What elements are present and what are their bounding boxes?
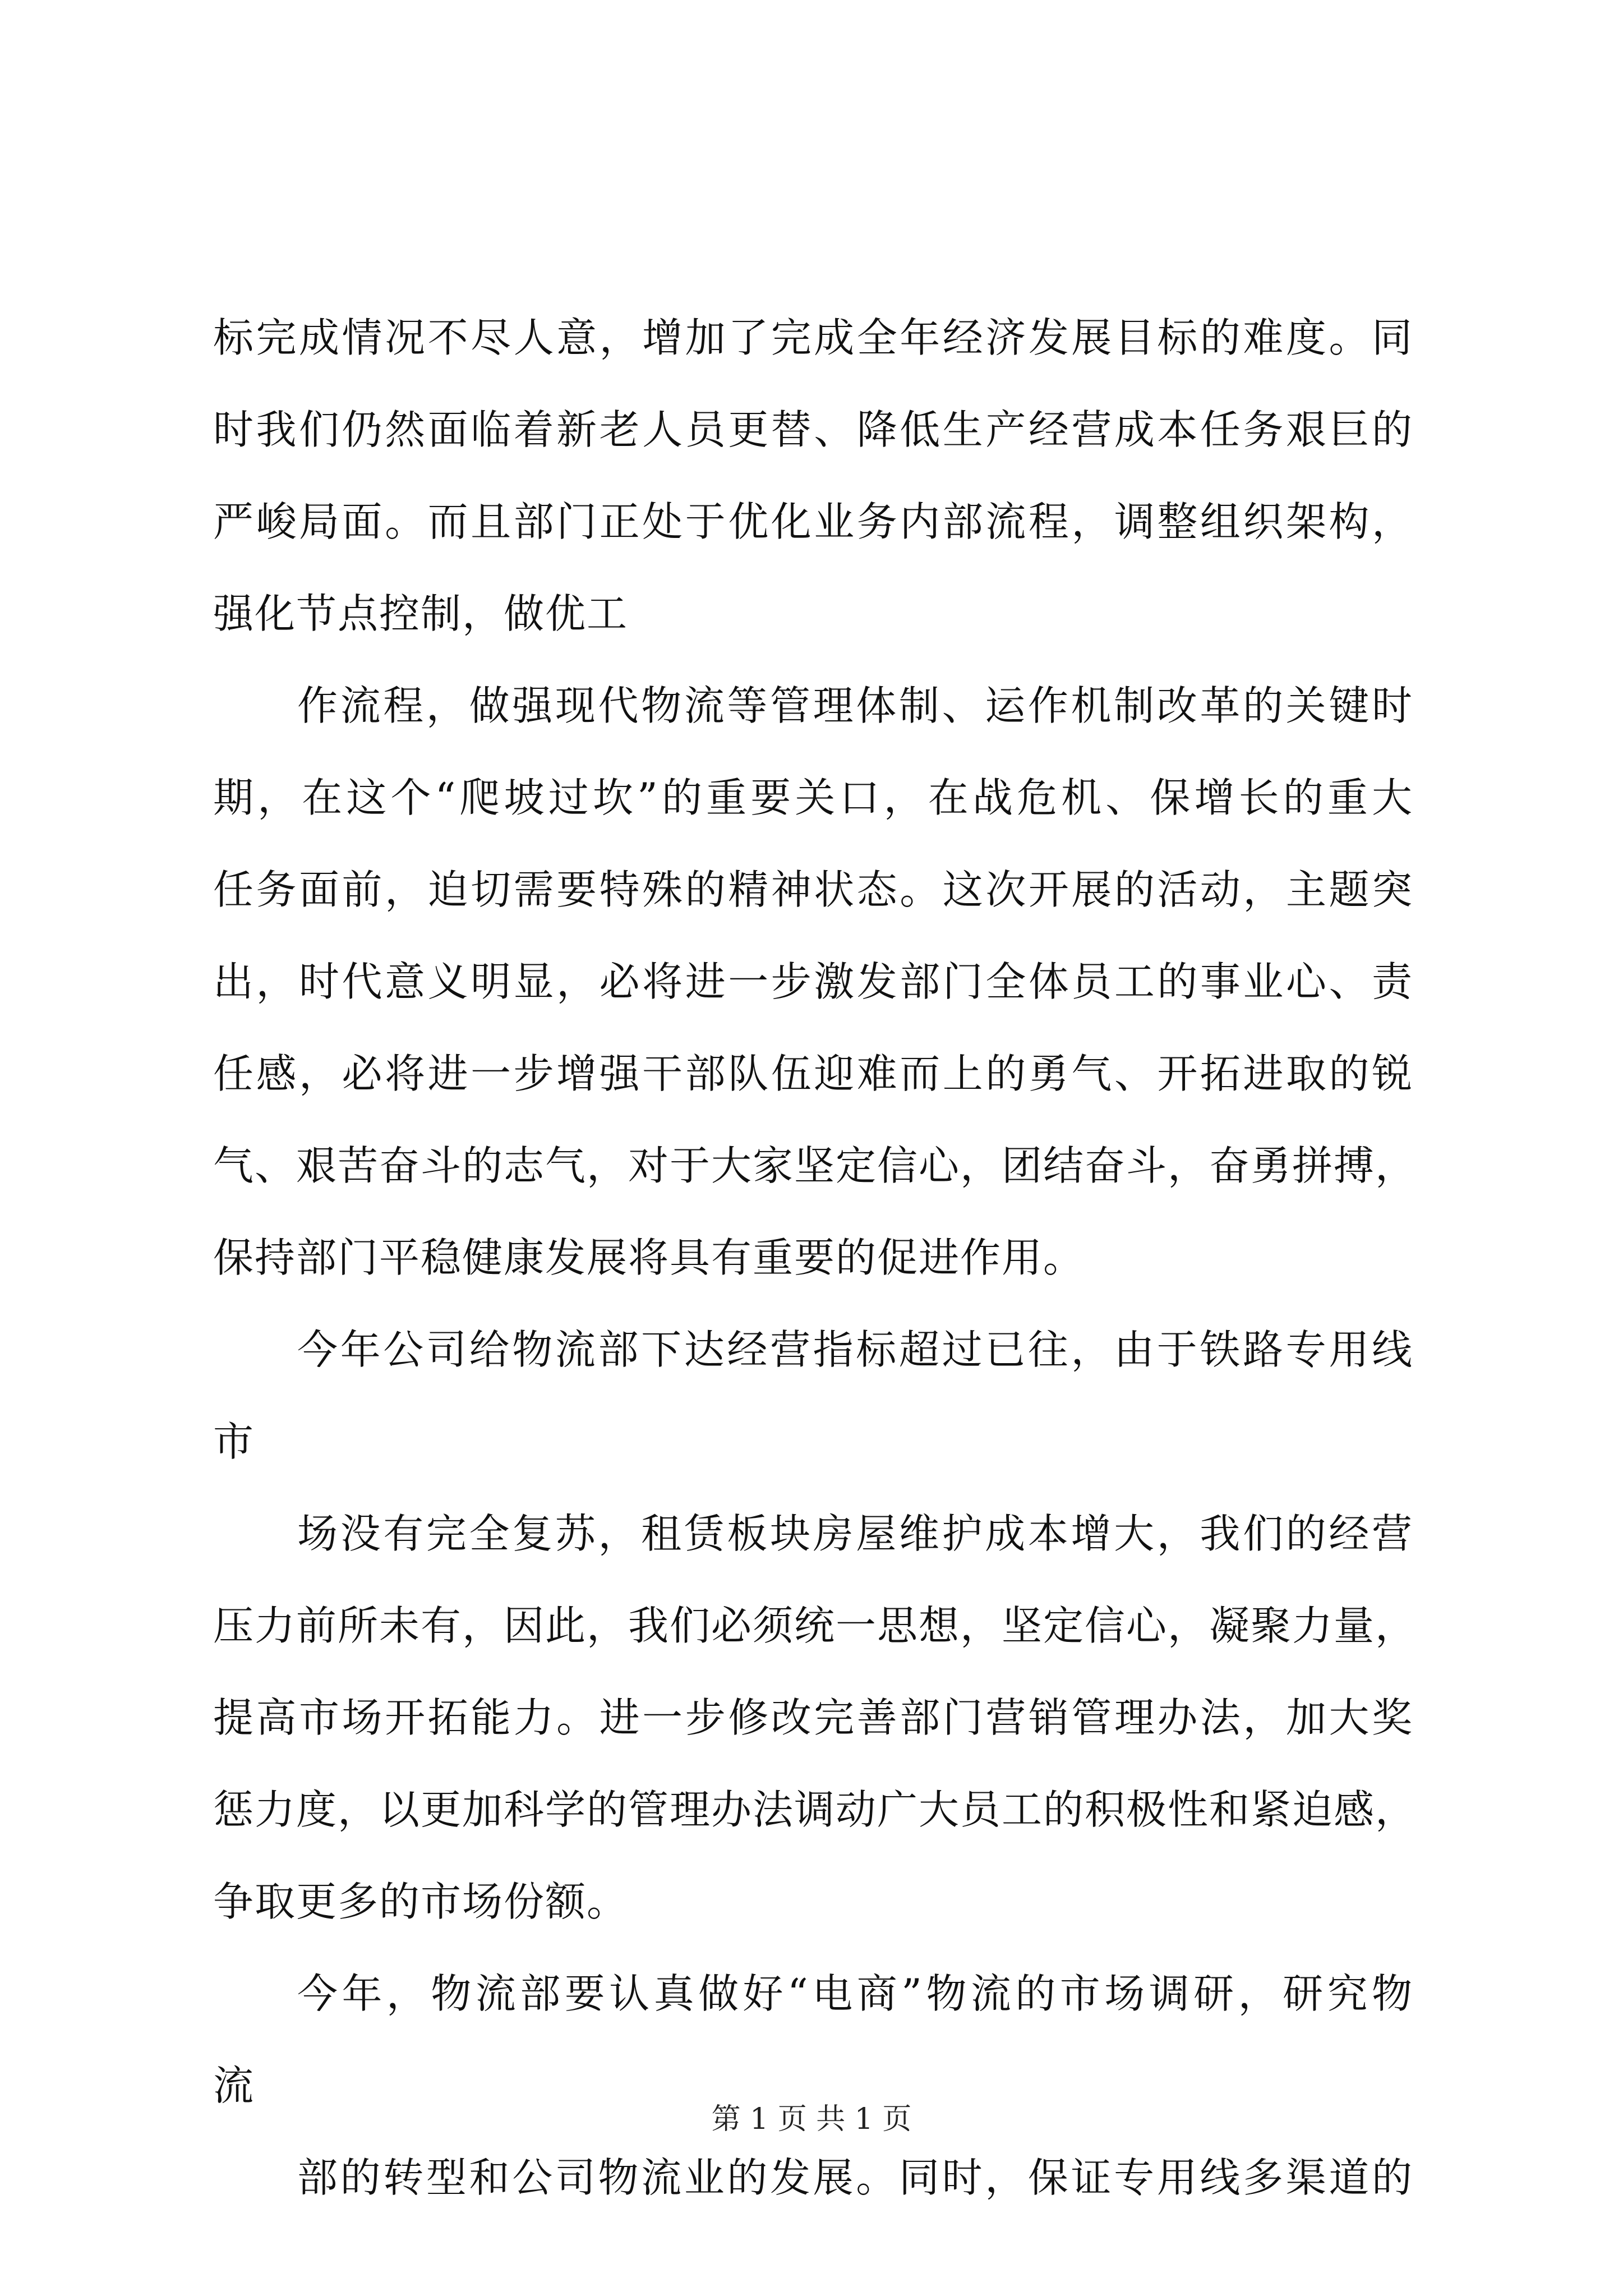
text-line: 部的转型和公司物流业的发展。同时，保证专用线多渠道的 [297,2154,1413,2201]
text-line: 今年，物流部要认真做好“电商”物流的市场调研，研究物 [297,1970,1413,2017]
text-line: 争取更多的市场份额。 [213,1878,629,1925]
text-line: 压力前所未有，因此，我们必须统一思想，坚定信心，凝聚力量， [213,1602,1417,1649]
text-line: 提高市场开拓能力。进一步修改完善部门营销管理办法，加大奖 [213,1694,1413,1741]
text-line: 标完成情况不尽人意，增加了完成全年经济发展目标的难度。同 [213,314,1413,361]
text-line: 市 [213,1418,255,1465]
text-line: 保持部门平稳健康发展将具有重要的促进作用。 [213,1234,1085,1281]
text-line: 任务面前，迫切需要特殊的精神状态。这次开展的活动，主题突 [213,866,1413,913]
text-line: 严峻局面。而且部门正处于优化业务内部流程，调整组织架构， [213,498,1413,545]
text-line: 期，在这个“爬坡过坎”的重要关口，在战危机、保增长的重大 [213,774,1413,821]
text-line: 任感，必将进一步增强干部队伍迎难而上的勇气、开拓进取的锐 [213,1050,1413,1097]
text-line: 时我们仍然面临着新老人员更替、降低生产经营成本任务艰巨的 [213,406,1413,453]
page-footer: 第 1 页 共 1 页 [711,2102,912,2136]
text-line: 气、艰苦奋斗的志气，对于大家坚定信心，团结奋斗，奋勇拼搏， [213,1142,1417,1189]
text-line: 流 [213,2062,255,2109]
text-line: 场没有完全复苏，租赁板块房屋维护成本增大，我们的经营 [297,1510,1413,1557]
text-line: 惩力度，以更加科学的管理办法调动广大员工的积极性和紧迫感， [213,1786,1417,1833]
text-line: 强化节点控制，做优工 [213,590,629,637]
text-line: 出，时代意义明显，必将进一步激发部门全体员工的事业心、责 [213,958,1413,1005]
text-line: 今年公司给物流部下达经营指标超过已往，由于铁路专用线 [297,1326,1413,1373]
document-body [213,292,1417,2224]
text-line: 作流程，做强现代物流等管理体制、运作机制改革的关键时 [297,682,1413,729]
